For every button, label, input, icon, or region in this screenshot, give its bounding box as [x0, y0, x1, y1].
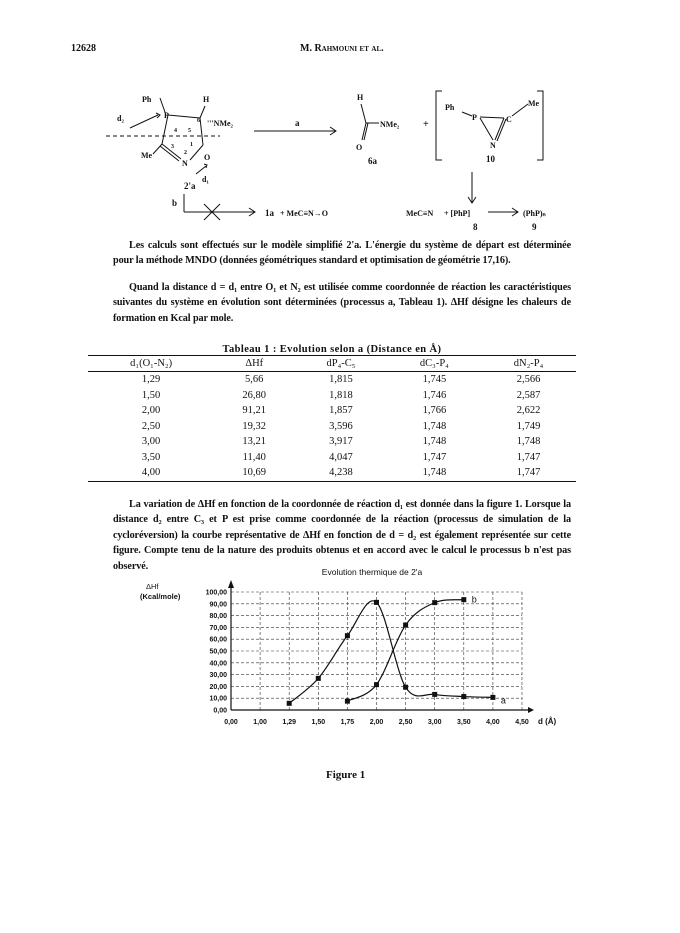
table-cell: 4,00 — [88, 465, 214, 481]
y-tick-label: 50,00 — [209, 648, 227, 656]
scheme-d1-label: d₁ — [202, 175, 209, 184]
x-tick-label: 2,50 — [398, 719, 413, 726]
series-a-line — [289, 601, 493, 704]
scheme-p2-label: P — [472, 113, 477, 122]
y-tick-label: 60,00 — [209, 636, 227, 644]
scheme-c-label: C — [506, 115, 512, 124]
scheme-ring-2: 2 — [184, 150, 187, 156]
y-tick-label: 80,00 — [209, 613, 227, 621]
table-cell: 1,745 — [422, 374, 447, 386]
table-cell: 1,748 — [388, 465, 481, 481]
series-a-point — [374, 600, 379, 605]
x-tick-label: 1,50 — [311, 719, 326, 726]
table-cell: 1,746 — [422, 389, 447, 401]
y-axis-arrow — [228, 580, 234, 588]
table-cell: 19,32 — [242, 420, 267, 432]
series-b-point — [374, 682, 379, 687]
table-cell: 1,747 — [422, 451, 447, 463]
scheme-o2-label: O — [356, 143, 363, 152]
scheme-d2-label: d₂ — [117, 114, 124, 123]
chart-title: Evolution thermique de 2'a — [321, 567, 423, 577]
table-cell: 1,748 — [516, 436, 541, 448]
series-a-point — [461, 694, 466, 699]
paragraph-1: Les calculs sont effectués sur le modèle simplifié 2'a. L'énergie du système de départ est déterminée pour la méthode MNDO (données géométriques standard et optimisation de géométrie 17,16). — [113, 240, 571, 267]
table-cell: 13,21 — [242, 436, 267, 448]
series-a-point — [403, 685, 408, 690]
compound-2a-label: 2'a — [184, 181, 196, 191]
x-tick-label: 2,00 — [369, 719, 384, 726]
series-b-label: b — [471, 594, 477, 605]
table-cell: 2,00 — [141, 405, 161, 417]
table-cell: 2,622 — [516, 405, 541, 417]
table-cell: 2,566 — [516, 374, 541, 386]
table-row — [88, 419, 576, 435]
table-1 — [88, 344, 576, 482]
scheme-mecno-label: + MeC≡N→O — [280, 209, 328, 218]
scheme-h2-label: H — [357, 93, 364, 102]
y-tick-label: 10,00 — [209, 695, 227, 703]
scheme-ring-5: 5 — [188, 128, 191, 134]
scheme-ph-label: Ph — [142, 95, 152, 104]
scheme-me2-label: Me — [528, 99, 540, 108]
scheme-plus: + — [423, 119, 429, 130]
scheme-mecn-label: MeC≡N — [406, 209, 434, 218]
x-tick-label: 1,75 — [340, 719, 355, 726]
y-axis-label: ΔHf — [146, 582, 159, 591]
series-b-point — [403, 623, 408, 628]
compound-9-label: 9 — [532, 222, 537, 232]
table-row — [88, 403, 576, 419]
scheme-ring-1: 1 — [190, 142, 193, 148]
compound-10-label: 10 — [486, 154, 495, 164]
x-tick-label: 3,00 — [427, 719, 442, 726]
x-tick-label: 1,00 — [253, 719, 267, 726]
arrow-a-label: a — [295, 118, 300, 128]
table-cell: 3,50 — [141, 451, 161, 463]
table-cell: 91,21 — [242, 405, 267, 417]
running-header: M. Rahmouni et al. — [300, 43, 384, 54]
table-cell: 1,815 — [329, 374, 353, 386]
series-a-label: a — [500, 695, 506, 706]
table-cell: 4,238 — [294, 465, 387, 481]
series-a-point — [287, 701, 292, 706]
table-cell: 1,29 — [141, 374, 161, 386]
page-number: 12628 — [71, 43, 96, 54]
series-b-point — [432, 600, 437, 605]
scheme-n2-label: N — [490, 141, 496, 150]
table-cell: 1,818 — [329, 389, 353, 401]
compound-6a-label: 6a — [368, 156, 377, 166]
table-row — [88, 388, 576, 404]
series-a-point — [345, 633, 350, 638]
table-row — [88, 450, 576, 466]
table-caption: Tableau 1 : Evolution selon a (Distance en Å) — [222, 344, 442, 355]
table-cell: 1,748 — [422, 436, 447, 448]
figure-1-chart — [140, 562, 560, 768]
paragraph-2: Quand la distance d = d₁ entre O₁ et N₂ est utilisée comme coordonnée de réaction les caractéristiques suivantes du système en évolution sont déterminées (processus a, Tableau 1). ΔHf désigne les chaleurs de formation en Kcal par mole. — [113, 282, 571, 324]
col-header-dc3p4: dC₃-P₄ — [388, 356, 481, 372]
paragraph-3: La variation de ΔHf en fonction de la coordonnée de réaction d₁ est donnée dans la figure 1. Lorsque la distance d₂ entre C₃ et P est prise comme coordonnée de la réaction (processus de simulation de la cycloréversion) la courbe représentative de ΔHf en fonction de d = d₂ est également représentée sur cette figure. Compte tenu de la nature des produits obtenus et en accord avec le calcul le processus b n'est pas observé. — [113, 499, 571, 572]
compound-8-label: 8 — [473, 222, 478, 232]
table-row — [88, 372, 576, 388]
y-axis-label-unit: (Kcal/mole) — [140, 592, 181, 601]
table-cell: 1,749 — [516, 420, 541, 432]
table-cell: 2,587 — [516, 389, 541, 401]
col-header-dn2p4: dN₂-P₄ — [481, 356, 576, 372]
series-a-point — [432, 692, 437, 697]
y-tick-label: 90,00 — [209, 601, 227, 609]
series-a-point — [490, 695, 495, 700]
scheme-nme2b-label: NMe₂ — [380, 120, 400, 129]
y-tick-label: 20,00 — [209, 683, 227, 691]
table-row — [88, 465, 576, 481]
scheme-nme2-label: '''NMe₂ — [207, 119, 233, 128]
series-a-point — [316, 676, 321, 681]
table-cell: 1,50 — [141, 389, 161, 401]
x-tick-label: 4,00 — [486, 719, 500, 726]
arrow-b-label: b — [172, 198, 178, 208]
table-cell: 2,50 — [141, 420, 161, 432]
y-tick-label: 70,00 — [209, 624, 227, 632]
series-b-point — [345, 699, 350, 704]
reaction-scheme — [100, 88, 570, 250]
x-axis-label: d (Å) — [538, 717, 557, 726]
x-tick-label: 1,29 — [282, 719, 297, 726]
scheme-o-label: O — [204, 153, 211, 162]
scheme-ph2-label: Ph — [445, 103, 455, 112]
table-cell: 5,66 — [245, 374, 264, 386]
scheme-ring-3: 3 — [171, 144, 174, 150]
scheme-h-label: H — [203, 95, 210, 104]
table-cell: 4,047 — [329, 451, 353, 463]
y-tick-label: 30,00 — [209, 672, 227, 680]
figure-caption: Figure 1 — [326, 769, 366, 781]
table-row — [88, 434, 576, 450]
col-header-d1: d₁(O₁-N₂) — [88, 356, 214, 372]
compound-1a-label: 1a — [265, 208, 274, 218]
table-cell: 10,69 — [214, 465, 294, 481]
scheme-ring-6: 6 — [197, 118, 200, 124]
y-tick-label: 0,00 — [213, 707, 227, 715]
x-tick-label: 0,00 — [224, 719, 238, 726]
table-cell: 1,747 — [481, 465, 576, 481]
table-cell: 1,747 — [516, 451, 541, 463]
series-b-point — [461, 597, 466, 602]
table-header-row — [88, 356, 576, 372]
table-cell: 1,766 — [422, 405, 447, 417]
x-tick-label: 4,50 — [515, 719, 529, 726]
col-header-dhf: ΔHf — [214, 356, 294, 372]
scheme-ring-4: 4 — [174, 128, 177, 134]
table-cell: 26,80 — [242, 389, 267, 401]
y-tick-label: 100,00 — [205, 589, 227, 597]
scheme-p-label: P — [164, 111, 169, 120]
table-cell: 1,857 — [329, 405, 353, 417]
scheme-me-label: Me — [141, 151, 153, 160]
table-cell: 11,40 — [242, 451, 266, 463]
scheme-n-label: N — [182, 159, 188, 168]
x-axis-arrow — [528, 707, 534, 713]
scheme-phpn-label: (PhP)ₙ — [523, 209, 546, 218]
table-cell: 3,596 — [329, 420, 353, 432]
table-cell: 3,00 — [141, 436, 161, 448]
y-tick-label: 40,00 — [209, 660, 227, 668]
scheme-php-label: + [PhP] — [444, 209, 471, 218]
table-cell: 3,917 — [329, 436, 353, 448]
x-tick-label: 3,50 — [456, 719, 471, 726]
col-header-dp4c5: dP₄-C₅ — [294, 356, 387, 372]
table-cell: 1,748 — [422, 420, 447, 432]
